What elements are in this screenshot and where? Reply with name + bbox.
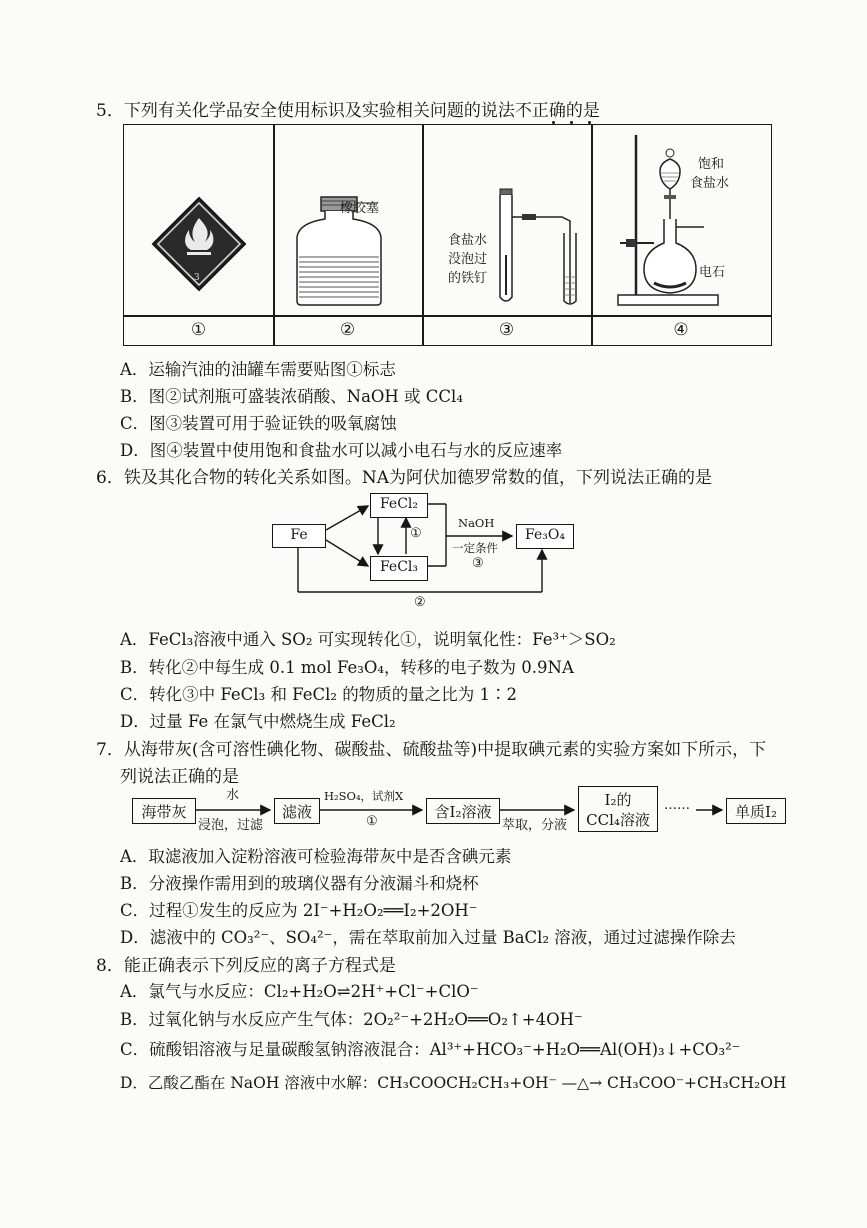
filtrate-text: 滤液 [281, 803, 312, 821]
ccl4-line1: I₂的 [604, 791, 632, 809]
conversion-3-label: ③ [472, 556, 484, 571]
label-line: 饱和 [698, 157, 725, 172]
q5-option-b: B．图②试剂瓶可盛装浓硝酸、NaOH 或 CCl₄ [120, 387, 463, 406]
q6-option-c: C．转化③中 FeCl₃ 和 FeCl₂ 的物质的量之比为 1∶2 [120, 685, 517, 704]
label-line: 没泡过 [448, 252, 488, 267]
q7-flow-diagram [130, 786, 790, 836]
hazard-class-number: 3 [194, 273, 200, 283]
conversion-2-label: ② [414, 595, 426, 610]
ellipsis: …… [664, 798, 690, 813]
figure-label-2: ② [339, 320, 356, 340]
ccl4-solution-box [578, 786, 658, 832]
filtrate-box [274, 798, 320, 824]
naoh-label: NaOH [458, 516, 495, 530]
q7-option-c: C．过程①发生的反应为 2I⁻+H₂O₂══I₂+2OH⁻ [120, 901, 478, 920]
q5-stem: 5．下列有关化学品安全使用标识及实验相关问题的说法不正确的是 [96, 101, 600, 121]
q5-option-a: A．运输汽油的油罐车需要贴图①标志 [120, 360, 396, 379]
kelp-ash-text: 海带灰 [141, 803, 187, 821]
fecl2-text: FeCl₂ [379, 496, 419, 512]
q6-option-a: A．FeCl₃溶液中通入 SO₂ 可实现转化①，说明氧化性：Fe³⁺＞SO₂ [120, 630, 616, 649]
q6-option-d: D．过量 Fe 在氯气中燃烧生成 FeCl₂ [120, 712, 396, 731]
iron-nail-label [448, 231, 487, 288]
step1-operation: 浸泡，过滤 [198, 818, 264, 833]
calcium-carbide-label: 电石 [699, 265, 726, 280]
q6-option-b: B．转化②中每生成 0.1 mol Fe₃O₄，转移的电子数为 0.9NA [120, 658, 574, 677]
q5-option-d: D．图④装置中使用饱和食盐水可以减小电石与水的反应速率 [120, 441, 563, 460]
step2-reagents: H₂SO₄，试剂X [324, 789, 404, 803]
fe3o4-box [516, 524, 574, 549]
q7-option-a: A．取滤液加入淀粉溶液可检验海带灰中是否含碘元素 [120, 847, 512, 866]
q8-option-b: B．过氧化钠与水反应产生气体：2O₂²⁻+2H₂O══O₂↑+4OH⁻ [120, 1010, 583, 1029]
q8-option-a: A．氯气与水反应：Cl₂+H₂O⇌2H⁺+Cl⁻+ClO⁻ [120, 982, 479, 1001]
label-line: 的铁钉 [448, 271, 488, 286]
saturated-brine-label [690, 155, 729, 193]
test-tube-apparatus-icon [492, 185, 588, 310]
step2-label: ① [366, 814, 378, 829]
q6-stem: 6．铁及其化合物的转化关系如图。NA为阿伏加德罗常数的值，下列说法正确的是 [96, 468, 712, 488]
iodine-element-box [726, 798, 786, 824]
q6-conversion-diagram [270, 488, 580, 618]
figure-label-3: ③ [498, 320, 515, 340]
figure-label-4: ④ [673, 320, 689, 340]
fe-box [272, 524, 326, 548]
iodine-element-text: 单质I₂ [735, 803, 777, 821]
label-line: 食盐水 [448, 233, 488, 248]
condition-label: 一定条件 [452, 541, 498, 555]
q5-option-c: C．图③装置可用于验证铁的吸氧腐蚀 [120, 414, 397, 433]
fecl2-box [370, 493, 428, 518]
q8-option-c: C．硫酸铝溶液与足量碳酸氢钠溶液混合：Al³⁺+HCO₃⁻+H₂O══Al(OH)₃↓+CO₃²⁻ [120, 1040, 741, 1059]
fecl3-text: FeCl₃ [379, 559, 419, 575]
q8-stem: 8．能正确表示下列反应的离子方程式是 [96, 956, 396, 976]
iodine-solution-box [426, 798, 500, 824]
step1-reagent: 水 [226, 788, 240, 803]
label-line: 食盐水 [690, 176, 730, 191]
q7-stem-line2: 列说法正确的是 [120, 767, 239, 787]
conversion-1-label: ① [410, 526, 422, 541]
iodine-solution-text: 含I₂溶液 [434, 803, 492, 821]
fe3o4-text: Fe₃O₄ [525, 527, 565, 543]
q7-option-d: D．滤液中的 CO₃²⁻、SO₄²⁻，需在萃取前加入过量 BaCl₂ 溶液，通过过滤操作除去 [120, 928, 736, 947]
fe-text: Fe [290, 527, 308, 543]
rubber-stopper-label: 橡胶塞 [340, 201, 380, 216]
figure-label-1: ① [190, 320, 207, 340]
q5-figure-table [123, 124, 772, 346]
ccl4-line2: CCl₄溶液 [586, 811, 650, 829]
step3-operation: 萃取，分液 [502, 818, 568, 833]
q7-stem-line1: 7．从海带灰(含可溶性碘化物、碳酸盐、硫酸盐等)中提取碘元素的实验方案如下所示，下 [96, 740, 767, 760]
q8-option-d: D．乙酸乙酯在 NaOH 溶液中水解：CH₃COOCH₂CH₃+OH⁻ —△→ CH₃COO⁻+CH₃CH₂OH [120, 1074, 787, 1092]
q7-option-b: B．分液操作需用到的玻璃仪器有分液漏斗和烧杯 [120, 874, 479, 893]
fecl3-box [370, 556, 428, 581]
kelp-ash-box [132, 798, 196, 824]
